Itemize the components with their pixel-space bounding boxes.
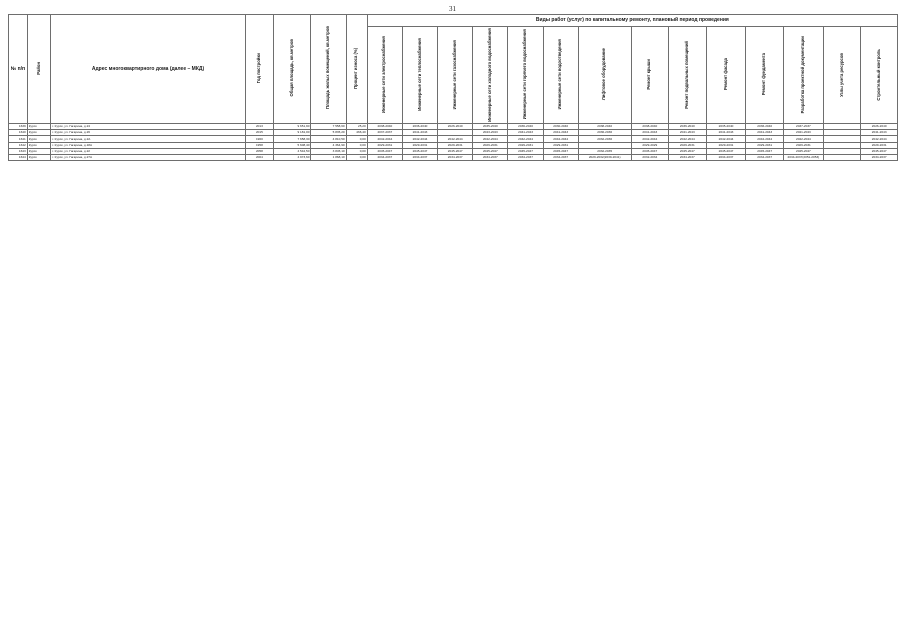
- row-work-period: 2042-2044: [706, 136, 746, 142]
- header-works-group: Виды работ (услуг) по капитальному ремонту, плановый период проведения: [367, 15, 897, 27]
- row-work-period: 2038-2040: [367, 124, 402, 130]
- row-area-total: 5 608,40: [273, 142, 311, 148]
- row-work-period: 2032-2035: [578, 148, 631, 154]
- row-work-period: 2045-2047: [861, 148, 898, 154]
- row-work-period: 2041-2043: [631, 130, 669, 136]
- header-work-8: Ремонт крыши: [631, 27, 669, 124]
- row-year: 1960: [245, 136, 273, 142]
- header-year: Год постройки: [245, 15, 273, 124]
- row-work-period: 2034-2037: [508, 155, 543, 161]
- row-work-period: 2041-2043: [746, 130, 784, 136]
- row-work-period: 2045-2047: [706, 148, 746, 154]
- row-work-period: 2042-2044: [367, 136, 402, 142]
- row-city: Курск: [27, 148, 50, 154]
- row-address: г. Курск, ул. Гагарина, д.26: [51, 130, 246, 136]
- row-city: Курск: [27, 136, 50, 142]
- header-work-5: Инженерные сети горячего водоснабжения: [508, 27, 543, 124]
- row-area-total: 4 973,60: [273, 155, 311, 161]
- row-work-period: 2042-2044: [438, 136, 473, 142]
- header-work-13: Узлы учета ресурсов: [823, 27, 861, 124]
- row-address: г. Курск, ул. Гагарина, д.18А: [51, 142, 246, 148]
- row-work-period: 2038-2040: [578, 124, 631, 130]
- row-work-period: 2041-2043: [543, 130, 578, 136]
- row-work-period: 2029-2031: [367, 142, 402, 148]
- header-work-7: Лифтовое оборудование: [578, 27, 631, 124]
- row-work-period: 2042-2044: [543, 136, 578, 142]
- row-year: 2058: [245, 148, 273, 154]
- row-work-period: 2034-2037: [473, 155, 508, 161]
- header-work-4: Инженерные сети холодного водоснабжения: [473, 27, 508, 124]
- row-work-period: 2029-2031: [438, 142, 473, 148]
- row-share: 0,00: [346, 142, 367, 148]
- header-area-total: Общая площадь, кв.метров: [273, 15, 311, 124]
- row-area-living: 4 810,50: [311, 136, 346, 142]
- row-area-living: 3 845,10: [311, 148, 346, 154]
- row-area-living: 5 835,20: [311, 130, 346, 136]
- row-work-period: 2029-2031: [543, 142, 578, 148]
- row-work-period: 2042-2044: [861, 136, 898, 142]
- row-work-period: 2034-2037(2051-2053): [783, 155, 823, 161]
- row-work-period: 2034-2037: [438, 155, 473, 161]
- header-city: Район: [27, 15, 50, 124]
- row-work-period: 2038-2040: [631, 124, 669, 130]
- row-city: Курск: [27, 130, 50, 136]
- row-work-period: 2042-2044: [631, 136, 669, 142]
- row-share: 466,40: [346, 130, 367, 136]
- document-sheet: [8, 14, 898, 634]
- row-number: 1643: [9, 148, 28, 154]
- row-share: 0,00: [346, 136, 367, 142]
- row-work-period: 2042-2044: [402, 136, 437, 142]
- row-area-total: 7 658,30: [273, 136, 311, 142]
- row-work-period: 2034-2037: [402, 155, 437, 161]
- row-work-period: 2029-2031: [746, 142, 784, 148]
- header-area-living: Площадь жилых помещений, кв.метров: [311, 15, 346, 124]
- header-address: Адрес многоквартирного дома (далее – МКД): [51, 15, 246, 124]
- header-work-1: Инженерные сети электроснабжения: [367, 27, 402, 124]
- row-work-period: 2045-2047: [631, 148, 669, 154]
- row-work-period: 2029-2031: [669, 142, 707, 148]
- row-work-period: [823, 155, 861, 161]
- row-work-period: 2045-2047: [783, 148, 823, 154]
- row-work-period: 2045-2047: [367, 148, 402, 154]
- row-work-period: 2042-2044: [746, 136, 784, 142]
- row-city: Курск: [27, 155, 50, 161]
- row-year: 2013: [245, 124, 273, 130]
- row-year: 2004: [245, 155, 273, 161]
- row-work-period: 2034-2037: [367, 155, 402, 161]
- row-work-period: 2036-2040: [746, 124, 784, 130]
- row-area-total: 9 181,00: [273, 130, 311, 136]
- header-work-10: Ремонт фасада: [706, 27, 746, 124]
- header-work-11: Ремонт фундамента: [746, 27, 784, 124]
- row-work-period: 2045-2047: [508, 148, 543, 154]
- row-share: 25,20: [346, 124, 367, 130]
- register-body: [9, 124, 898, 161]
- header-work-14: Строительный контроль: [861, 27, 898, 124]
- row-share: 0,00: [346, 155, 367, 161]
- row-work-period: 2045-2047: [543, 148, 578, 154]
- row-city: Курск: [27, 124, 50, 130]
- header-no: № п/п: [9, 15, 28, 124]
- row-work-period: 2041-2043: [508, 130, 543, 136]
- header-work-6: Инженерные сети водоотведения: [543, 27, 578, 124]
- row-work-period: 2042-2044: [783, 136, 823, 142]
- row-number: 1641: [9, 136, 28, 142]
- header-work-9: Ремонт подвальных помещений: [669, 27, 707, 124]
- row-work-period: 2045-2047: [473, 148, 508, 154]
- row-address: г. Курск, ул. Гагарина, д.24: [51, 124, 246, 130]
- row-work-period: 2029-2031: [508, 142, 543, 148]
- row-work-period: 2035-2040: [706, 124, 746, 130]
- row-work-period: 2032-2034: [631, 155, 669, 161]
- row-work-period: 2034-2037: [706, 155, 746, 161]
- row-work-period: 2042-2044: [473, 136, 508, 142]
- row-address: г. Курск, ул. Гагарина, д.27А: [51, 155, 246, 161]
- row-work-period: 2034-2037: [861, 155, 898, 161]
- row-work-period: 2036-2040: [402, 124, 437, 130]
- row-work-period: 2041-2043: [706, 130, 746, 136]
- row-work-period: 2034-2037: [669, 155, 707, 161]
- row-work-period: 2026-2040: [861, 124, 898, 130]
- capital-repair-table: [8, 14, 898, 161]
- row-work-period: 2045-2047: [746, 148, 784, 154]
- row-number: 1640: [9, 130, 28, 136]
- row-work-period: 2026-2040: [438, 124, 473, 130]
- row-work-period: 2034-2037: [746, 155, 784, 161]
- row-number: 1639: [9, 124, 28, 130]
- row-work-period: 2032-2036: [578, 136, 631, 142]
- row-number: 1644: [9, 155, 28, 161]
- row-work-period: 2041-2043: [861, 130, 898, 136]
- row-area-living: 4 364,90: [311, 142, 346, 148]
- row-work-period: 2036-2036: [578, 130, 631, 136]
- row-address: г. Курск, ул. Гагарина, д.2А: [51, 136, 246, 142]
- row-work-period: 2036-2040: [508, 124, 543, 130]
- row-work-period: 2029-2032(2039-2041): [578, 155, 631, 161]
- row-work-period: 2045-2047: [669, 148, 707, 154]
- row-work-period: 2045-2047: [402, 148, 437, 154]
- row-work-period: 2029-2031: [706, 142, 746, 148]
- row-work-period: 2041-2043: [402, 130, 437, 136]
- row-year: 2015: [245, 130, 273, 136]
- row-work-period: 2037-2037: [367, 130, 402, 136]
- row-work-period: 2037-2037: [783, 124, 823, 130]
- row-work-period: 2042-2044: [508, 136, 543, 142]
- row-number: 1642: [9, 142, 28, 148]
- row-area-total: 9 651,90: [273, 124, 311, 130]
- row-area-living: 1 868,10: [311, 155, 346, 161]
- row-work-period: 2034-2037: [543, 155, 578, 161]
- row-work-period: 2029-2031: [783, 142, 823, 148]
- row-work-period: 2029-2029: [631, 142, 669, 148]
- row-area-total: 4 542,50: [273, 148, 311, 154]
- row-work-period: 2029-2031: [473, 142, 508, 148]
- header-work-3: Инженерные сети газоснабжения: [438, 27, 473, 124]
- row-year: 1958: [245, 142, 273, 148]
- row-work-period: 2041-2043: [783, 130, 823, 136]
- row-work-period: 2030-2040: [543, 124, 578, 130]
- table-row: [9, 155, 898, 161]
- row-share: 0,00: [346, 148, 367, 154]
- row-area-living: 7 558,60: [311, 124, 346, 130]
- header-work-2: Инженерные сети теплоснабжения: [402, 27, 437, 124]
- page-number: 31: [449, 5, 456, 13]
- row-work-period: 2043-2043: [473, 130, 508, 136]
- header-work-12: Разработка проектной документации: [783, 27, 823, 124]
- row-work-period: 2035-2040: [473, 124, 508, 130]
- row-work-period: 2042-2044: [669, 136, 707, 142]
- row-work-period: 2029-2031: [402, 142, 437, 148]
- row-address: г. Курск, ул. Гагарина, д.22: [51, 148, 246, 154]
- row-work-period: 2036-2040: [669, 124, 707, 130]
- row-work-period: 2029-2031: [861, 142, 898, 148]
- row-work-period: 2041-2043: [669, 130, 707, 136]
- row-city: Курск: [27, 142, 50, 148]
- row-work-period: 2045-2047: [438, 148, 473, 154]
- header-share: Процент износа (%): [346, 15, 367, 124]
